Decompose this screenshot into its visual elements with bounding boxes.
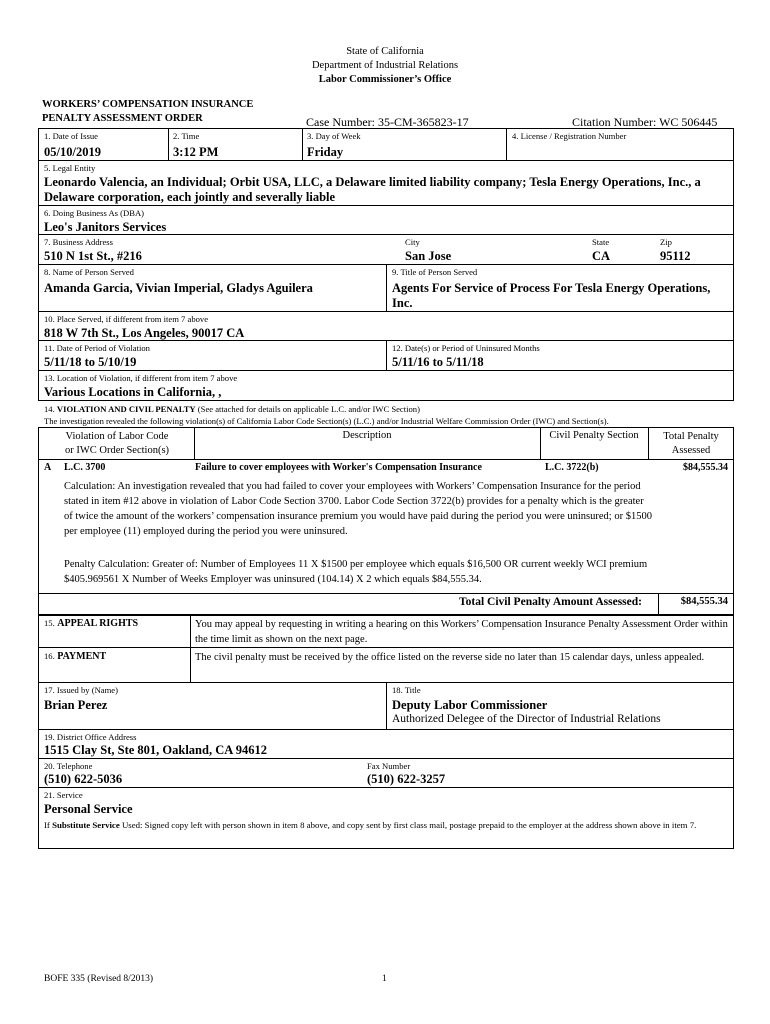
fax-label: Fax Number [367, 761, 411, 771]
state-label: State [592, 237, 610, 247]
issued-by-value: Brian Perez [44, 698, 108, 712]
person-served-value: Amanda Garcia, Vivian Imperial, Gladys Aguilera [44, 281, 313, 295]
violation-period-value: 5/11/18 to 5/10/19 [44, 355, 137, 369]
appeal-text: You may appeal by requesting in writing a hearing on this Workers’ Compensation Insurance Penalty Assessment Order within the time limit as shown on the next page. [195, 619, 728, 645]
calculation-text: Calculation: An investigation revealed that you had failed to cover your employees with Workers’ Compensation Insurance for the period stated in item #12 above in violation of Labor Code Section 3700. Labor Code Section 3722(b) provides for a penalty which is the greater of twice the amount of the workers’ compensation insurance premium you would have paid during the period you were uninsured; or $1500 per employee (11) employed during the period you were uninsured. [64, 481, 652, 537]
col-penalty-section: Civil Penalty Section [549, 430, 639, 441]
title-sub: Authorized Delegee of the Director of Industrial Relations [392, 713, 661, 725]
phone-value: (510) 622-5036 [44, 772, 123, 786]
substitute-service-text: If Substitute Service Used: Signed copy left with person shown in item 8 above, and copy sent by first class mail, postage prepaid to the employer at the address shown above in item 7. [44, 820, 697, 830]
issued-by-label: 17. Issued by (Name) [44, 685, 118, 695]
form-title-line1: WORKERS’ COMPENSATION INSURANCE [42, 99, 254, 110]
fax-value: (510) 622-3257 [367, 772, 446, 786]
city-label: City [405, 237, 420, 247]
form-id: BOFE 335 (Revised 8/2013) [44, 974, 153, 984]
title-value: Deputy Labor Commissioner [392, 698, 548, 712]
row-code: L.C. 3700 [64, 462, 106, 473]
title-served-label: 9. Title of Person Served [392, 267, 478, 277]
violation-section-heading: 14. VIOLATION AND CIVIL PENALTY (See attached for details on applicable L.C. and/or IWC Section) [44, 404, 420, 414]
violation-intro: The investigation revealed the following violation(s) of California Labor Code Section(s) (L.C.) and/or Industrial Welfare Commission Order (IWC) and Section(s). [44, 416, 609, 426]
address-label: 7. Business Address [44, 237, 113, 247]
violation-period-label: 11. Date of Period of Violation [44, 343, 150, 353]
city-value: San Jose [405, 249, 452, 263]
legal-entity-value: Leonardo Valencia, an Individual; Orbit USA, LLC, a Delaware limited liability company; Tesla Energy Operations, Inc., a Delaware corporation, each jointly and severally liable [44, 175, 701, 204]
header-state: State of California [346, 46, 424, 57]
uninsured-value: 5/11/16 to 5/11/18 [392, 355, 484, 369]
dba-label: 6. Doing Business As (DBA) [44, 208, 145, 218]
case-number: Case Number: 35-CM-365823-17 [306, 115, 469, 129]
page-number: 1 [382, 974, 387, 984]
zip-label: Zip [660, 237, 672, 247]
row-section: L.C. 3722(b) [545, 462, 599, 473]
legal-entity-label: 5. Legal Entity [44, 163, 96, 173]
time-label: 2. Time [173, 131, 200, 141]
location-value: Various Locations in California, , [44, 385, 222, 399]
payment-label: 16. PAYMENT [44, 651, 107, 662]
form-title-line2: PENALTY ASSESSMENT ORDER [42, 113, 203, 124]
row-amount: $84,555.34 [683, 462, 728, 473]
place-served-label: 10. Place Served, if different from item 7 above [44, 314, 209, 324]
location-label: 13. Location of Violation, if different from item 7 above [44, 373, 238, 383]
date-issue-value: 05/10/2019 [44, 145, 101, 159]
state-value: CA [592, 249, 611, 263]
col-description: Description [342, 430, 392, 441]
row-description: Failure to cover employees with Worker's Compensation Insurance [195, 462, 482, 473]
office-value: 1515 Clay St, Ste 801, Oakland, CA 94612 [44, 743, 267, 757]
license-label: 4. License / Registration Number [512, 131, 627, 141]
col-total-penalty: Total Penalty Assessed [663, 431, 719, 456]
payment-text: The civil penalty must be received by the office listed on the reverse side no later than 15 calendar days, unless appealed. [195, 652, 705, 663]
phone-label: 20. Telephone [44, 761, 93, 771]
citation-number: Citation Number: WC 506445 [572, 115, 718, 129]
person-served-label: 8. Name of Person Served [44, 267, 134, 277]
office-label: 19. District Office Address [44, 732, 137, 742]
header-department: Department of Industrial Relations [311, 60, 459, 71]
zip-value: 95112 [660, 249, 691, 263]
penalty-calculation-text: Penalty Calculation: Greater of: Number of Employees 11 X $1500 per employee which equals $16,500 OR current weekly WCI premium $405.969561 X Number of Weeks Employer was uninsured (104.14) X 2 which equals $84,555.34. [64, 559, 648, 585]
date-issue-label: 1. Date of Issue [44, 131, 98, 141]
address-value: 510 N 1st St., #216 [44, 249, 142, 263]
total-penalty-label: Total Civil Penalty Amount Assessed: [459, 596, 642, 608]
time-value: 3:12 PM [173, 145, 219, 159]
header-office: Labor Commissioner’s Office [318, 74, 452, 85]
dba-value: Leo's Janitors Services [44, 220, 167, 234]
title-label: 18. Title [392, 685, 421, 695]
row-letter: A [44, 462, 52, 473]
appeal-label: 15. APPEAL RIGHTS [44, 618, 139, 629]
service-value: Personal Service [44, 802, 133, 816]
place-served-value: 818 W 7th St., Los Angeles, 90017 CA [44, 326, 245, 340]
uninsured-label: 12. Date(s) or Period of Uninsured Months [392, 343, 540, 353]
total-penalty-amount: $84,555.34 [680, 596, 728, 607]
service-label: 21. Service [44, 790, 83, 800]
col-violation: Violation of Labor Code or IWC Order Section(s) [64, 431, 170, 456]
day-label: 3. Day of Week [307, 131, 361, 141]
day-value: Friday [307, 145, 344, 159]
title-served-value: Agents For Service of Process For Tesla Energy Operations, Inc. [392, 281, 711, 310]
